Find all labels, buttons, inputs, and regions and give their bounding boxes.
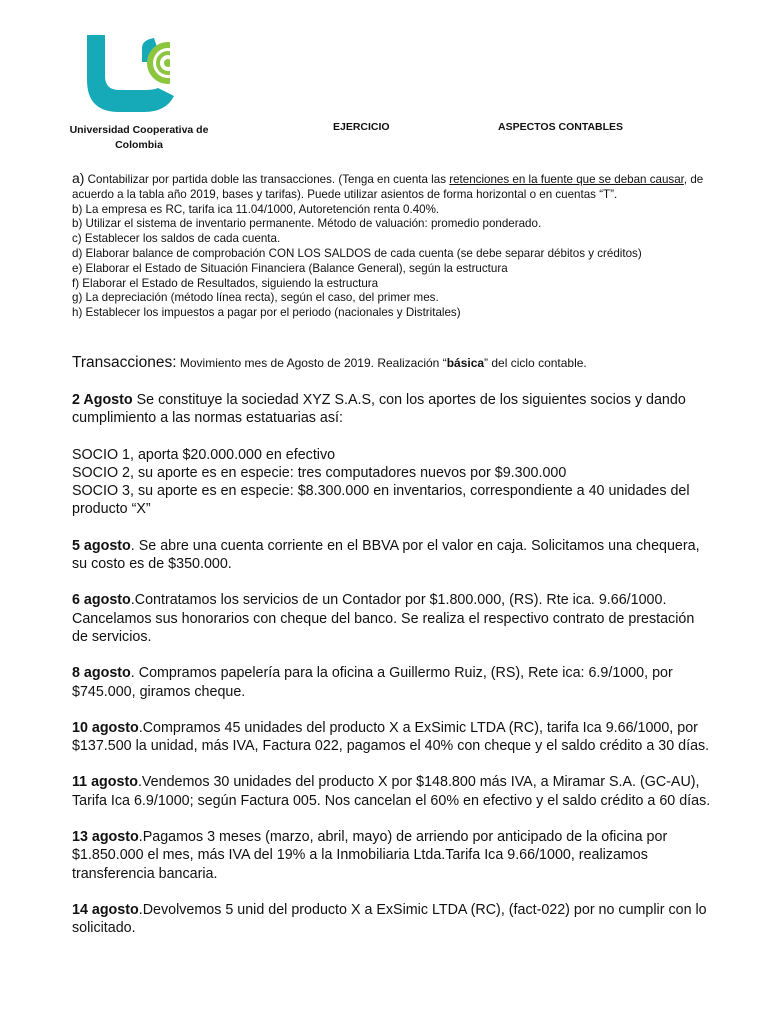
socio-1: SOCIO 1, aporta $20.000.000 en efectivo <box>72 446 336 463</box>
university-logo <box>84 32 188 114</box>
instruction-g: g) La depreciación (método línea recta), según el caso, del primer mes. <box>72 291 439 305</box>
logo-ring-cut <box>170 42 188 84</box>
transacciones-heading: Transacciones: Movimiento mes de Agosto de 2019. Realización “básica” del ciclo contable. <box>72 354 587 371</box>
instruction-b1: b) La empresa es RC, tarifa ica 11.04/1000, Autoretención renta 0.40%. <box>72 202 440 216</box>
instruction-h: h) Establecer los impuestos a pagar por el periodo (nacionales y Distritales) <box>72 306 461 320</box>
subject-title: ASPECTOS CONTABLES <box>498 121 624 133</box>
entry-8-agosto: 8 agosto. Compramos papelería para la oficina a Guillermo Ruiz, (RS), Rete ica: 6.9/1000, por $745.000, giramos cheque. <box>72 665 673 700</box>
entry-13-agosto: 13 agosto.Pagamos 3 meses (marzo, abril, mayo) de arriendo por anticipado de la oficina por $1.850.000 el mes, más IVA del 19% a la Inmobiliaria Ltda.Tarifa Ica 9.66/1000, realizamos transferencia bancaria. <box>72 829 668 882</box>
logo-c-shape <box>144 88 174 112</box>
socio-2: SOCIO 2, su aporte es en especie: tres computadores nuevos por $9.300.000 <box>72 464 567 481</box>
entry-5-agosto: 5 agosto. Se abre una cuenta corriente en el BBVA por el valor en caja. Solicitamos una chequera, su costo es de $350.000. <box>72 537 700 573</box>
exercise-title: EJERCICIO <box>333 121 390 133</box>
university-name: Universidad Cooperativa de Colombia <box>69 124 209 151</box>
entry-10-agosto: 10 agosto.Compramos 45 unidades del producto X a ExSimic LTDA (RC), tarifa Ica 9.66/1000, por $137.500 la unidad, más IVA, Factura 022, pagamos el 40% con cheque y el saldo crédito a 30 días. <box>72 719 710 755</box>
entry-11-agosto: 11 agosto.Vendemos 30 unidades del producto X por $148.800 más IVA, a Miramar S.A. (GC-AU), Tarifa Ica 6.9/1000; según Factura 005. Nos cancelan el 60% en efectivo y el saldo crédito a 60 días. <box>72 774 711 809</box>
socio-3: SOCIO 3, su aporte es en especie: $8.300.000 en inventarios, correspondiente a 40 unidades del producto “X” <box>72 483 690 518</box>
instructions-list <box>72 171 712 321</box>
instruction-e: e) Elaborar el Estado de Situación Financiera (Balance General), según la estructura <box>72 261 508 275</box>
entry-2-agosto: 2 Agosto Se constituye la sociedad XYZ S.A.S, con los aportes de los siguientes socios y dando cumplimiento a las normas estatuarias así: <box>72 392 686 427</box>
logo-u-shape <box>87 35 144 112</box>
instruction-d: d) Elaborar balance de comprobación CON LOS SALDOS de cada cuenta (se debe separar débitos y créditos) <box>72 246 642 260</box>
transactions-body <box>72 391 712 956</box>
instruction-a: a) Contabilizar por partida doble las transacciones. (Tenga en cuenta las retenciones en la fuente que se deban causar, de acuerdo a la tabla año 2019, bases y tarifas). Puede utilizar asientos de forma horizontal o en cuentas “T”. <box>72 170 704 201</box>
instruction-c: c) Establecer los saldos de cada cuenta. <box>72 232 281 246</box>
entry-14-agosto: 14 agosto.Devolvemos 5 unid del producto X a ExSimic LTDA (RC), (fact-022) por no cumplir con lo solicitado. <box>72 901 707 937</box>
instruction-b2: b) Utilizar el sistema de inventario permanente. Método de valuación: promedio ponderado. <box>72 217 542 231</box>
entry-6-agosto: 6 agosto.Contratamos los servicios de un Contador por $1.800.000, (RS). Rte ica. 9.66/1000. Cancelamos sus honorarios con cheque del banco. Se realiza el respectivo contrato de prestación de servicios. <box>72 592 695 645</box>
retenciones-underlined: retenciones en la fuente que se deban causar <box>449 173 684 186</box>
instruction-f: f) Elaborar el Estado de Resultados, siguiendo la estructura <box>72 276 379 290</box>
